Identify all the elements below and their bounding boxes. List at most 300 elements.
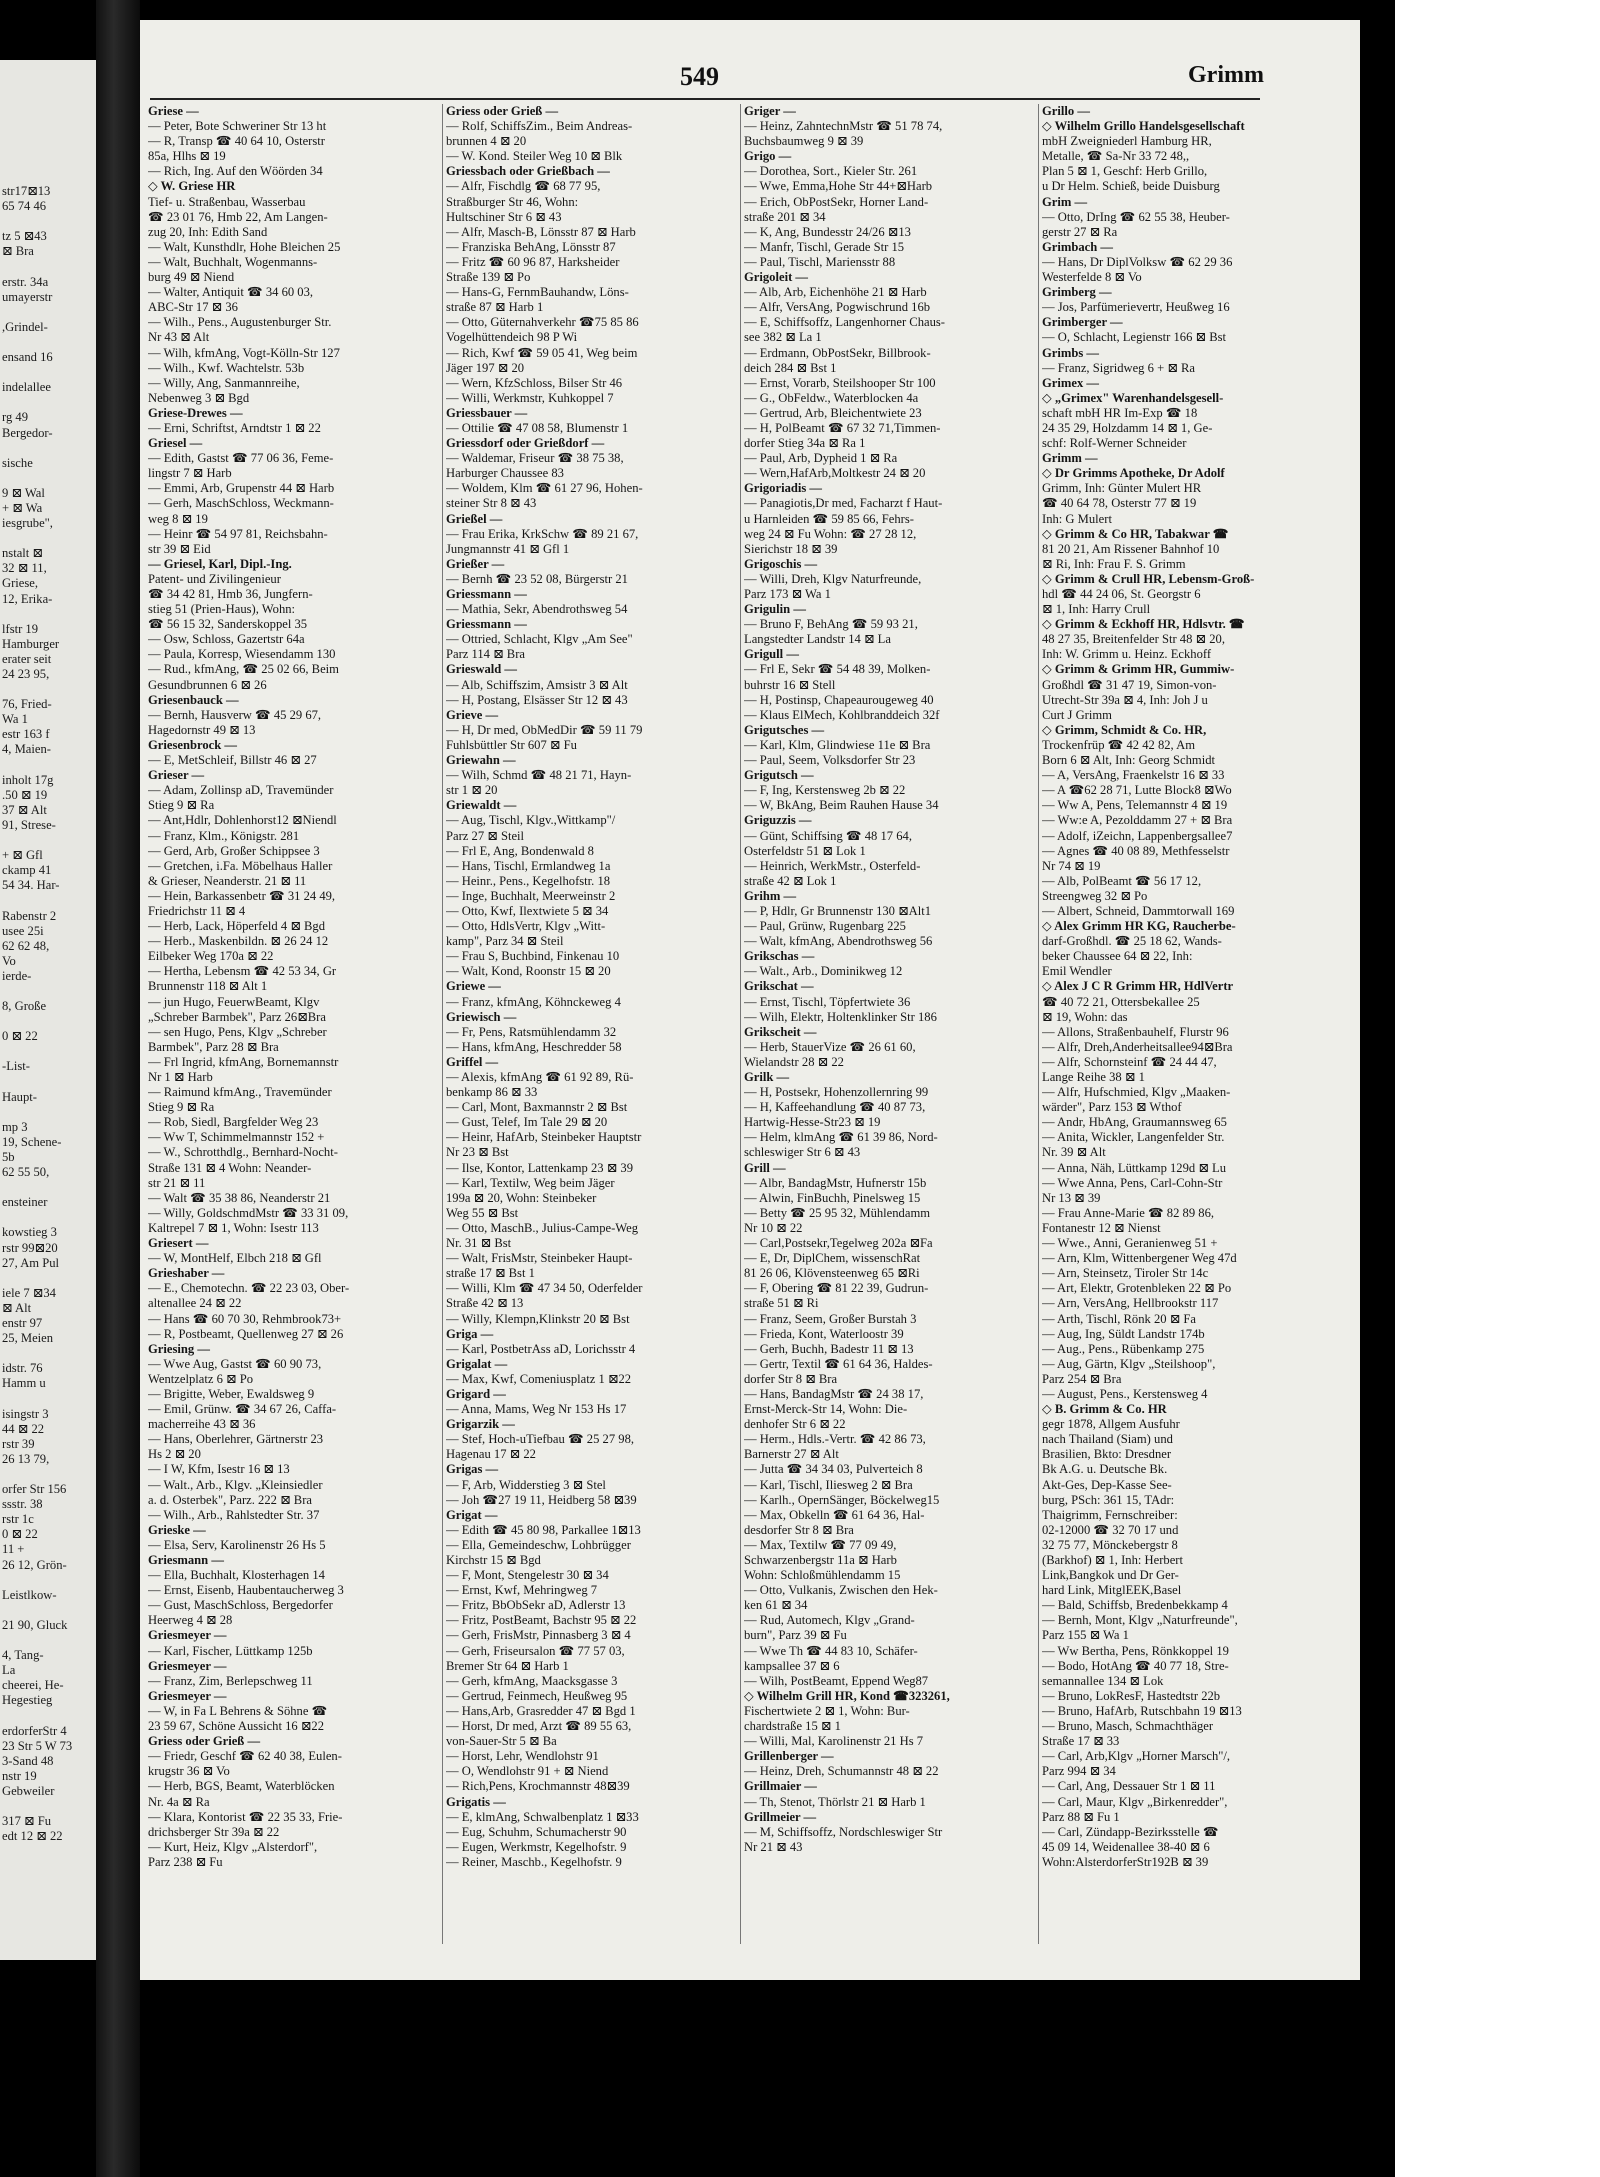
directory-entry-line: — Waldemar, Friseur ☎ 38 75 38, [446,451,624,466]
directory-entry-line: — Carl,Postsekr,Tegelweg 202a ⊠Fa [744,1236,933,1251]
directory-entry-line: Großhdl ☎ 31 47 19, Simon-von- [1042,677,1217,692]
directory-entry-line: ☎ 40 72 21, Ottersbekallee 25 [1042,994,1200,1009]
directory-entry-line: — Alb, PolBeamt ☎ 56 17 12, [1042,873,1202,888]
directory-entry-line: buhrstr 16 ⊠ Stell [744,677,836,692]
directory-entry-line: — Carl, Arb,Klgv „Horner Marsch"/, [1042,1749,1231,1764]
directory-entry-line: — Hans, kfmAng, Heschredder 58 [446,1039,622,1054]
directory-entry-line: & Grieser, Neanderstr. 21 ⊠ 11 [148,873,307,888]
directory-entry-line: krugstr 36 ⊠ Vo [148,1764,230,1779]
directory-entry-line: — E, klmAng, Schwalbenplatz 1 ⊠33 [446,1809,639,1824]
directory-entry-line: str 1 ⊠ 20 [446,783,498,798]
directory-entry-line: — Fr, Pens, Ratsmühlendamm 32 [446,1024,617,1039]
left-page-line: 54 34. Har- [2,878,60,893]
directory-entry-line: Plan 5 ⊠ 1, Geschf: Herb Grillo, [1042,164,1208,179]
left-page-line: 65 74 46 [2,199,47,214]
directory-entry-line: — Heinr, HafArb, Steinbeker Hauptstr [446,1130,642,1145]
directory-entry-line: zug 20, Inh: Edith Sand [148,224,268,239]
directory-entry-line: — Anita, Wickler, Langenfelder Str. [1042,1130,1225,1145]
directory-entry-line: weg 24 ⊠ Fu Wohn: ☎ 27 28 12, [744,526,917,541]
left-page-line [0,833,96,848]
directory-entry-line: — W, in Fa L Behrens & Söhne ☎ [148,1703,328,1718]
left-page-line [0,1346,96,1361]
directory-entry-line: — Willi, Klm ☎ 47 34 50, Oderfelder [446,1281,643,1296]
left-page-line: -List- [2,1059,30,1074]
directory-entry-line: Weg 55 ⊠ Bst [446,1205,519,1220]
directory-entry-line: deich 284 ⊠ Bst 1 [744,360,837,375]
directory-entry-line: burg, PSch: 361 15, TAdr: [1042,1492,1175,1507]
directory-entry-line: Wohn: Schloßmühlendamm 15 [744,1568,901,1583]
directory-entry-line: — Aug., Pens., Rübenkamp 275 [1042,1341,1205,1356]
directory-entry-line: — Kurt, Heiz, Klgv „Alsterdorf", [148,1839,318,1854]
directory-entry-line: — Heinr., Pens., Kegelhofstr. 18 [446,873,611,888]
directory-entry-line: — Ww A, Pens, Telemannstr 4 ⊠ 19 [1042,798,1228,813]
surname-heading: Grigutsch — [744,768,814,783]
directory-entry-line: Parz 173 ⊠ Wa 1 [744,587,831,601]
directory-entry-line: Hagedornstr 49 ⊠ 13 [148,722,256,737]
directory-entry-line: Parz 238 ⊠ Fu [148,1854,223,1869]
directory-entry-line: 32 75 77, Mönckebergstr 8 [1042,1537,1178,1552]
directory-entry-line: Barmbek", Parz 28 ⊠ Bra [148,1039,279,1054]
left-page-line [0,758,96,773]
directory-entry-line: — Alb, Arb, Eichenhöhe 21 ⊠ Harb [744,285,927,300]
directory-entry-line: — Klaus ElMech, Kohlbranddeich 32f [744,707,940,722]
surname-heading: Grimbs — [1042,345,1100,360]
directory-entry-line: Buchsbaumweg 9 ⊠ 39 [744,134,864,149]
directory-entry-line: — Alfr, Fischdlg ☎ 68 77 95, [446,179,601,194]
left-page-line [0,984,96,999]
surname-heading: Griesenbrock — [148,737,237,752]
surname-heading: Grigarzik — [446,1417,515,1432]
directory-entry-line: Metalle, ☎ Sa-Nr 33 72 48,, [1042,149,1190,164]
left-page-line [0,893,96,908]
directory-entry-line: — Franz, kfmAng, Köhnckeweg 4 [446,994,621,1009]
directory-entry-line: Kirchstr 15 ⊠ Bgd [446,1553,541,1567]
directory-entry-line: burn", Parz 39 ⊠ Fu [744,1628,847,1643]
directory-entry-line: ◇ Grimm & Grimm HR, Gummiw- [1042,662,1235,677]
directory-entry-line: dorfer Str 8 ⊠ Bra [744,1371,838,1386]
directory-entry-line: Wentzelplatz 6 ⊠ Po [148,1371,254,1386]
left-page-line: Bergedor- [2,425,53,440]
directory-entry-line: — Arth, Tischl, Rönk 20 ⊠ Fa [1042,1311,1197,1326]
directory-entry-line: — Gerh, Friseursalon ☎ 77 57 03, [446,1643,625,1658]
directory-entry-line: — Heinz, ZahntechnMstr ☎ 51 78 74, [744,119,943,134]
left-page-line [0,1014,96,1029]
left-page-line: nstr 19 [2,1768,37,1783]
directory-entry-line: — Max, Textilw ☎ 77 09 49, [744,1537,897,1552]
directory-entry-line: ⊠ 19, Wohn: das [1042,1009,1128,1024]
left-page-line [0,1467,96,1482]
directory-entry-line: Sierichstr 18 ⊠ 39 [744,541,838,556]
directory-entry-line: — F, Mont, Stengelestr 30 ⊠ 34 [446,1568,609,1583]
directory-entry-line: — Gerh, kfmAng, Maacksgasse 3 [446,1673,618,1688]
directory-entry-line: — R, Postbeamt, Quellenweg 27 ⊠ 26 [148,1326,344,1341]
left-page-line: 12, Erika- [2,591,53,606]
directory-entry-line: — Friedr, Geschf ☎ 62 40 38, Eulen- [148,1749,342,1764]
left-page-line: Vo [2,953,16,968]
directory-entry-line: — Paul, Seem, Volksdorfer Str 23 [744,753,916,768]
directory-entry-line: weg 8 ⊠ 19 [148,511,208,526]
directory-entry-line: Hultschiner Str 6 ⊠ 43 [446,209,562,224]
directory-entry-line: — Dorothea, Sort., Kieler Str. 261 [744,164,918,179]
directory-entry-line: — Hertha, Lebensm ☎ 42 53 34, Gr [148,964,337,979]
directory-entry-line: Akt-Ges, Dep-Kasse See- [1042,1477,1172,1492]
left-page-line: erstr. 34a [2,274,49,289]
directory-entry-line: — Otto, MaschB., Julius-Campe-Weg [446,1220,639,1235]
directory-entry-line: von-Sauer-Str 5 ⊠ Ba [446,1734,557,1749]
left-page-line [0,1708,96,1723]
left-page-line: Griese, [2,576,39,591]
directory-entry-line: — Andr, HbAng, Graumannsweg 65 [1042,1115,1227,1130]
surname-heading: Grimm — [1042,451,1098,466]
left-page-line [0,305,96,320]
directory-entry-line: — Joh ☎27 19 11, Heidberg 58 ⊠39 [446,1492,637,1507]
directory-entry-line: — Rob, Siedl, Bargfelder Weg 23 [148,1115,319,1130]
directory-entry-line: — Karl, Textilw, Weg beim Jäger [446,1175,615,1190]
directory-entry-line: macherreihe 43 ⊠ 36 [148,1417,256,1432]
directory-entry-line: ◇ Dr Grimms Apotheke, Dr Adolf [1042,466,1225,481]
left-page-line [0,1392,96,1407]
directory-entry-line: — Alexis, kfmAng ☎ 61 92 89, Rü- [446,1070,634,1084]
directory-entry-line: — Walt, Kond, Roonstr 15 ⊠ 20 [446,964,611,979]
left-page-line: 62 62 48, [2,938,50,953]
directory-entry-line: — Alfr, VersAng, Pogwischrund 16b [744,300,931,315]
directory-entry-line: benkamp 86 ⊠ 33 [446,1085,538,1100]
left-page-line [0,214,96,229]
left-page-line: 91, Strese- [2,817,56,832]
directory-entry-line: — Gertrud, Feinmech, Heußweg 95 [446,1688,628,1703]
column-divider [442,104,443,1944]
directory-entry-line: — H, Postsekr, Hohenzollernring 99 [744,1085,929,1100]
directory-entry-line: — W, BkAng, Beim Rauhen Hause 34 [744,798,939,813]
directory-entry-line: straße 17 ⊠ Bst 1 [446,1266,535,1281]
surname-heading: Griffel — [446,1054,499,1069]
directory-entry-line: Fuhlsbüttler Str 607 ⊠ Fu [446,737,577,752]
surname-heading: Griesmeyer — [148,1688,227,1703]
surname-heading: Griewaldt — [446,798,517,813]
directory-entry-line: — Bruno, HafArb, Rutschbahn 19 ⊠13 [1042,1703,1242,1718]
left-page-line: isingstr 3 [2,1406,49,1421]
directory-entry-line: 45 09 14, Weidenallee 38-40 ⊠ 6 [1042,1839,1210,1854]
directory-entry-line: — A, VersAng, Fraenkelstr 16 ⊠ 33 [1042,768,1225,783]
left-page-line: Wa 1 [2,712,28,727]
left-page-line [0,335,96,350]
directory-entry-line: — Wwe Th ☎ 44 83 10, Schäfer- [744,1643,918,1658]
directory-entry-line: — Ww T, Schimmelmannstr 152 + [148,1130,325,1145]
surname-heading: Griesing — [148,1341,210,1356]
left-page-text-column [0,184,96,1954]
directory-entry-line: — Willy, Ang, Sanmannreihe, [148,375,300,390]
surname-heading: Grigoleit — [744,270,809,285]
surname-heading: Grigat — [446,1507,498,1522]
surname-heading: Grießer — [446,556,505,571]
directory-entry-line: Jungmannstr 41 ⊠ Gfl 1 [446,541,570,556]
directory-entry-line: — Carl, Maur, Klgv „Birkenredder", [1042,1794,1228,1809]
directory-entry-line: Parz 114 ⊠ Bra [446,647,525,662]
directory-entry-line: — Rich,Pens, Krochmannstr 48⊠39 [446,1779,630,1794]
directory-entry-line: — Alwin, FinBuchh, Pinelsweg 15 [744,1190,921,1205]
directory-entry-line: — Karl, Klm, Glindwiese 11e ⊠ Bra [744,737,931,752]
directory-entry-line: Harburger Chaussee 83 [446,466,564,481]
directory-entry-line: 02-12000 ☎ 32 70 17 und [1042,1522,1179,1537]
directory-entry-line: — Ernst, Eisenb, Haubentaucherweg 3 [148,1583,344,1598]
surname-heading: Grihm — [744,888,797,903]
surname-heading: Griesmann — [148,1553,224,1567]
directory-entry-line: — Gerh, FrisMstr, Pinnasberg 3 ⊠ 4 [446,1628,631,1643]
directory-entry-line: Straße 17 ⊠ 33 [1042,1734,1120,1749]
directory-entry-line: — Arn, Klm, Wittenbergener Weg 47d [1042,1251,1237,1266]
left-page-line: sische [2,455,33,470]
directory-entry-line: — Karl, PostbetrAss aD, Lorichsstr 4 [446,1341,636,1356]
directory-entry-line: — Jos, Parfümerievertr, Heußweg 16 [1042,300,1230,315]
left-page-line: 0 ⊠ 22 [2,1527,38,1542]
surname-heading: Griger — [744,104,796,118]
surname-heading: Grimex — [1042,375,1100,390]
directory-entry-line: Nr. 39 ⊠ Alt [1042,1145,1106,1160]
directory-entry-line: (Barkhof) ⊠ 1, Inh: Herbert [1042,1553,1183,1567]
directory-entry-line: — Gerh, Buchh, Badestr 11 ⊠ 13 [744,1341,914,1356]
directory-entry-line: — Hans ☎ 60 70 30, Rehmbrook73+ [148,1311,342,1326]
surname-heading: Grigalat — [446,1356,508,1371]
directory-entry-line: — H, Kaffeehandlung ☎ 40 87 73, [744,1100,926,1115]
directory-entry-line: ◇ Alex Grimm HR KG, Raucherbe- [1042,919,1236,934]
directory-entry-line: — Ella, Gemeindeschw, Lohbrügger [446,1537,631,1552]
left-page-line: rg 49 [2,410,29,425]
directory-entry-line: 48 27 35, Breitenfelder Str 48 ⊠ 20, [1042,632,1225,647]
left-page-line: estr 163 f [2,727,50,742]
directory-entry-line: — Frau Anne-Marie ☎ 82 89 86, [1042,1205,1215,1220]
left-page-line [0,1044,96,1059]
left-page-line [0,1180,96,1195]
directory-entry-line: — Paula, Korresp, Wiesendamm 130 [148,647,336,662]
left-page-line [0,1633,96,1648]
directory-entry-line: ◇ „Grimex" Warenhandelsgesell- [1042,390,1224,405]
directory-entry-line: Bremer Str 64 ⊠ Harb 1 [446,1658,569,1673]
left-page-fragment [0,60,96,1960]
directory-entry-line: ◇ Grimm & Co HR, Tabakwar ☎ [1042,526,1229,541]
directory-entry-line: — O, Wendlohstr 91 + ⊠ Niend [446,1764,609,1779]
directory-entry-line: — Walt, Kunsthdlr, Hohe Bleichen 25 [148,239,341,254]
left-page-line [0,1603,96,1618]
left-page-line: rstr 39 [2,1436,35,1451]
directory-entry-line: — Bruno, Masch, Schmachthäger [1042,1719,1214,1734]
surname-heading: Grigatis — [446,1794,506,1809]
directory-column-4 [1042,104,1342,1944]
directory-entry-line: — Willi, Mal, Karolinenstr 21 Hs 7 [744,1734,924,1749]
left-page-line: Gebweiler [2,1783,55,1798]
directory-entry-line: — Ww:e A, Pezolddamm 27 + ⊠ Bra [1042,813,1233,828]
directory-entry-line: Gesundbrunnen 6 ⊠ 26 [148,677,267,692]
directory-entry-line: straße 201 ⊠ 34 [744,209,826,224]
directory-entry-line: Fontanestr 12 ⊠ Nienst [1042,1220,1161,1235]
left-page-line: 62 55 50, [2,1165,50,1180]
surname-heading: Grigo — [744,149,792,164]
directory-entry-line: — Max, Kwf, Comeniusplatz 1 ⊠22 [446,1371,632,1386]
directory-entry-line: Parz 155 ⊠ Wa 1 [1042,1628,1129,1643]
directory-entry-line: wärder", Parz 153 ⊠ Wthof [1042,1100,1182,1115]
directory-entry-line: — Ottilie ☎ 47 08 58, Blumenstr 1 [446,420,629,435]
directory-entry-line: — Erni, Schriftst, Arndtstr 1 ⊠ 22 [148,420,321,435]
directory-entry-line: — E., Chemotechn. ☎ 22 23 03, Ober- [148,1281,350,1296]
directory-entry-line: — H, Postang, Elsässer Str 12 ⊠ 43 [446,692,628,707]
directory-entry-line: altenallee 24 ⊠ 22 [148,1296,242,1311]
directory-entry-line: — E, Schiffsoffz, Langenhorner Chaus- [744,315,945,330]
directory-entry-line: — Horst, Dr med, Arzt ☎ 89 55 63, [446,1719,632,1734]
directory-entry-line: str 21 ⊠ 11 [148,1175,206,1190]
surname-heading: Griess oder Grieß — [446,104,559,118]
left-page-line: str17⊠13 [2,184,51,198]
left-page-line [0,1271,96,1286]
directory-entry-line: Friedrichstr 11 ⊠ 4 [148,903,246,918]
directory-entry-line: — R, Transp ☎ 40 64 10, Osterstr [148,134,325,149]
directory-entry-line: — Wilh, Elektr, Holtenklinker Str 186 [744,1009,937,1024]
directory-entry-line: Westerfelde 8 ⊠ Vo [1042,270,1142,285]
directory-entry-line: — Gust, Telef, Im Tale 29 ⊠ 20 [446,1115,608,1130]
directory-entry-line: Wohn:AlsterdorferStr192B ⊠ 39 [1042,1854,1209,1869]
directory-entry-line: Streengweg 32 ⊠ Po [1042,888,1148,903]
directory-entry-line: — F, Ing, Kerstensweg 2b ⊠ 22 [744,783,906,798]
directory-entry-line: Heerweg 4 ⊠ 28 [148,1613,233,1628]
surname-heading: Grikschat — [744,979,814,994]
left-page-line: erdorferStr 4 [2,1723,67,1738]
directory-entry-line: darf-Großhdl. ☎ 25 18 62, Wands- [1042,934,1222,949]
directory-entry-line: 81 26 06, Klövensteenweg 65 ⊠Ri [744,1266,920,1281]
directory-entry-line: — Klara, Kontorist ☎ 22 35 33, Frie- [148,1809,343,1824]
directory-entry-line: Jäger 197 ⊠ 20 [446,360,525,375]
directory-entry-line: Parz 27 ⊠ Steil [446,828,525,843]
directory-entry-line: — Gust, MaschSchloss, Bergedorfer [148,1598,333,1613]
left-page-line [0,395,96,410]
directory-entry-line: — Walt., Arb., Dominikweg 12 [744,964,903,979]
surname-heading: Griesmeyer — [148,1658,227,1673]
directory-entry-line: — W. Kond. Steiler Weg 10 ⊠ Blk [446,149,623,164]
directory-entry-line: Vogelhüttendeich 98 P Wi [446,330,578,345]
left-page-line: iesgrube", [2,516,53,531]
left-page-line: cheerei, He- [2,1678,64,1693]
directory-entry-line: — Franz, Klm., Königstr. 281 [148,828,300,843]
directory-entry-line: ◇ Grimm & Crull HR, Lebensm-Groß- [1042,571,1255,586]
directory-entry-line: — Ant,Hdlr, Dohlenhorst12 ⊠Niendl [148,813,337,828]
directory-entry-line: — Frau Erika, KrkSchw ☎ 89 21 67, [446,526,639,541]
directory-entry-line: — Otto, Güternahverkehr ☎75 85 86 [446,315,639,330]
directory-entry-line: — Frl E, Ang, Bondenwald 8 [446,843,594,858]
surname-heading: Griewe — [446,979,501,994]
directory-entry-line: — Arn, Steinsetz, Tiroler Str 14c [1042,1266,1209,1281]
directory-entry-line: see 382 ⊠ La 1 [744,330,822,345]
directory-entry-line: — F, Obering ☎ 81 22 39, Gudrun- [744,1281,929,1296]
directory-entry-line: Straßburger Str 46, Wohn: [446,194,579,209]
left-page-line: ierde- [2,968,32,983]
surname-heading: Grikscheit — [744,1024,817,1039]
directory-entry-line: kampsallee 37 ⊠ 6 [744,1658,840,1673]
left-page-line: indelallee [2,380,51,395]
directory-entry-line: Hs 2 ⊠ 20 [148,1447,201,1462]
directory-entry-line: — Carl, Zündapp-Bezirksstelle ☎ [1042,1824,1219,1839]
left-page-line: Hamm u [2,1376,46,1391]
directory-entry-line: — Hans, Tischl, Ermlandweg 1a [446,858,611,873]
directory-entry-line: — H, PolBeamt ☎ 67 32 71,Timmen- [744,420,941,435]
left-page-line: rstr 99⊠20 [2,1240,58,1255]
directory-entry-line: Nr. 4a ⊠ Ra [148,1794,210,1809]
surname-heading: Griessbach oder Grießbach — [446,164,610,179]
left-page-line: 21 90, Gluck [2,1617,68,1632]
directory-entry-line: — Willy, Klempn,Klinkstr 20 ⊠ Bst [446,1311,630,1326]
directory-entry-line: — Fritz ☎ 60 96 87, Harksheider [446,254,620,269]
directory-entry-line: 85a, Hlhs ⊠ 19 [148,149,226,164]
directory-entry-line: — Inge, Buchhalt, Meerweinstr 2 [446,888,616,903]
surname-heading: Grieswald — [446,662,518,677]
directory-entry-line: — sen Hugo, Pens, Klgv „Schreber [148,1024,327,1039]
left-page-line [0,1573,96,1588]
directory-entry-line: ◇ Wilhelm Grillo Handelsgesellschaft [1042,119,1245,134]
surname-heading: Griewisch — [446,1009,517,1024]
directory-entry-line: Patent- und Zivilingenieur [148,571,281,586]
directory-entry-line: — Ella, Buchhalt, Klosterhagen 14 [148,1568,325,1583]
directory-column-1 [148,104,443,1944]
directory-entry-line: — Raimund kfmAng., Travemünder [148,1085,332,1100]
directory-entry-line: — Art, Elektr, Grotenbleken 22 ⊠ Po [1042,1281,1232,1296]
directory-entry-line: — Bernh, Mont, Klgv „Naturfreunde", [1042,1613,1238,1628]
left-page-line: enstr 97 [2,1316,43,1331]
directory-entry-line: — Alfr, Hufschmied, Klgv „Maaken- [1042,1085,1231,1100]
left-page-line: inholt 17g [2,772,54,787]
surname-heading: Grilk — [744,1070,790,1084]
directory-entry-line: lingstr 7 ⊠ Harb [148,466,232,481]
directory-entry-line: — Osw, Schloss, Gazertstr 64a [148,632,305,647]
directory-entry-line: straße 87 ⊠ Harb 1 [446,300,544,315]
left-page-line: 8, Große [2,999,47,1014]
surname-heading: Griesert — [148,1236,209,1251]
directory-entry-line: Nr 43 ⊠ Alt [148,330,210,345]
column-divider [740,104,741,1944]
directory-entry-line: Lange Reihe 38 ⊠ 1 [1042,1070,1145,1084]
directory-entry-line: Schwarzenbergstr 11a ⊠ Harb [744,1553,897,1567]
directory-entry-line: — Herb, Lack, Höperfeld 4 ⊠ Bgd [148,919,326,934]
directory-entry-line: — Wilh., Arb., Rahlstedter Str. 37 [148,1507,320,1522]
left-page-line: Leistlkow- [2,1587,57,1602]
directory-entry-line: — Alfr, Masch-B, Lönsstr 87 ⊠ Harb [446,224,636,239]
left-page-line: 27, Am Pul [2,1255,60,1270]
directory-entry-line: Straße 139 ⊠ Po [446,270,531,285]
directory-entry-line: — Franz, Sigridweg 6 + ⊠ Ra [1042,360,1196,375]
directory-entry-line: schaft mbH HR Im-Exp ☎ 18 [1042,405,1198,420]
directory-entry-line: Straße 131 ⊠ 4 Wohn: Neander- [148,1160,312,1175]
directory-entry-line: — Rud., kfmAng, ☎ 25 02 66, Beim [148,662,339,677]
directory-entry-line: ☎ 23 01 76, Hmb 22, Am Langen- [148,209,328,224]
surname-heading: Grigutsches — [744,722,825,737]
left-page-line: Haupt- [2,1089,37,1104]
left-page-line: + ⊠ Gfl [2,848,43,863]
left-page-line: 11 + [2,1542,25,1557]
left-page-line [0,441,96,456]
directory-entry-line: — Panagiotis,Dr med, Facharzt f Haut- [744,496,943,511]
directory-entry-line: — Ernst, Kwf, Mehringweg 7 [446,1583,598,1598]
directory-entry-line: — Paul, Grünw, Rugenbarg 225 [744,919,906,934]
directory-entry-line: 81 20 21, Am Rissener Bahnhof 10 [1042,541,1220,556]
surname-heading: Grigull — [744,647,799,662]
directory-entry-line: beker Chaussee 64 ⊠ 22, Inh: [1042,949,1193,964]
directory-entry-line: — Bald, Schiffsb, Bredenbekkamp 4 [1042,1598,1228,1613]
left-page-line: usee 25i [2,923,44,938]
page-number: 549 [680,62,719,91]
directory-entry-line: Ernst-Merck-Str 14, Wohn: Die- [744,1402,908,1417]
directory-entry-line: — Günt, Schiffsing ☎ 48 17 64, [744,828,912,843]
left-page-line [0,682,96,697]
left-page-line: tz 5 ⊠43 [2,229,47,244]
left-page-line: Hegestieg [2,1693,53,1708]
surname-heading: Grillenberger — [744,1749,834,1764]
directory-entry-line: — Woldem, Klm ☎ 61 27 96, Hohen- [446,481,643,496]
directory-entry-line: — Carl, Ang, Dessauer Str 1 ⊠ 11 [1042,1779,1216,1794]
